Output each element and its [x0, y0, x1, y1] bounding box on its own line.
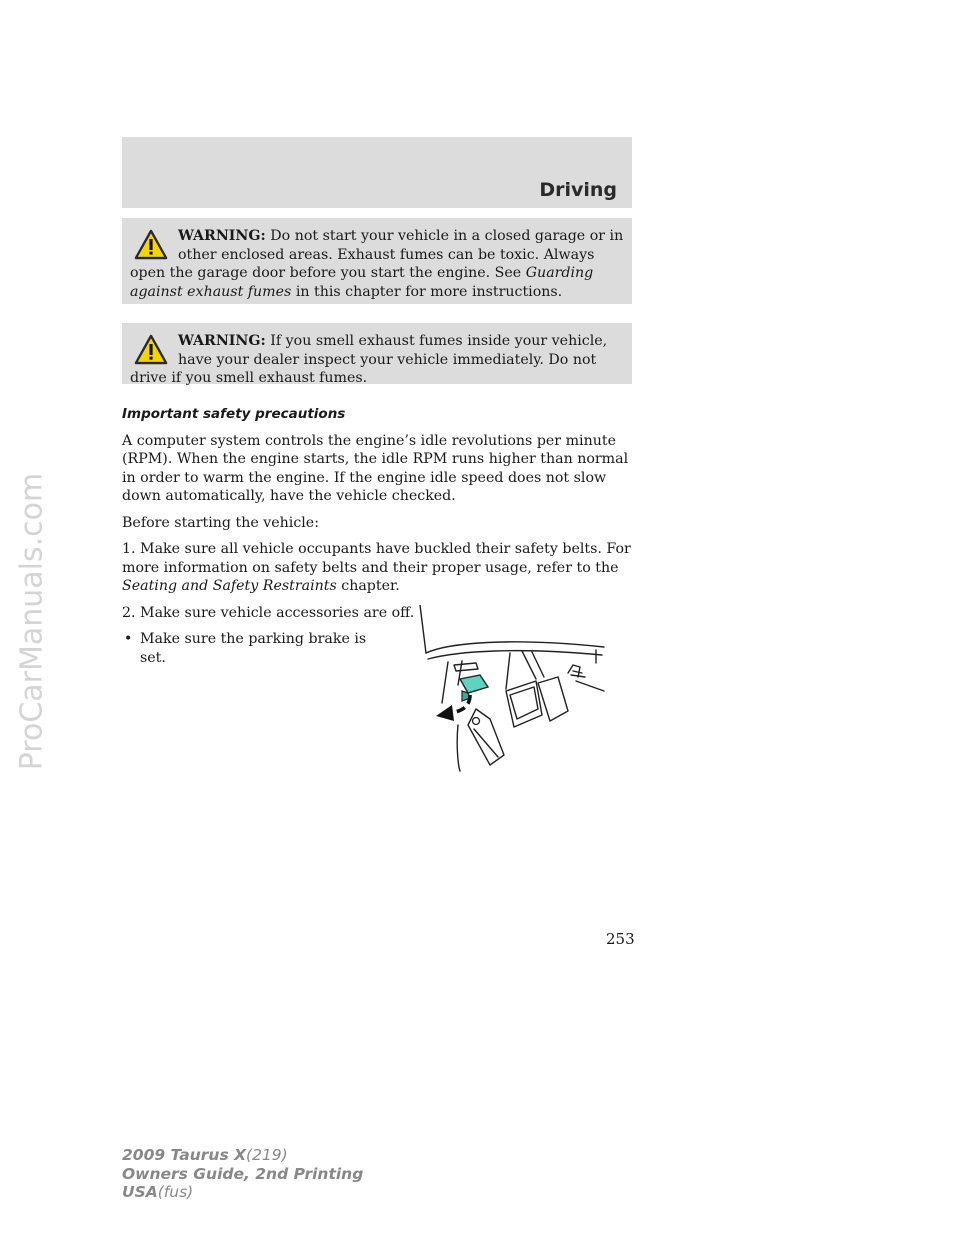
warning-box-fumes: [122, 323, 632, 384]
footer-edition: Owners Guide, 2nd Printing: [122, 1164, 364, 1183]
footer-model: 2009 Taurus X: [122, 1146, 247, 1164]
footer-edition-line: [122, 1165, 363, 1184]
bullet-marker: •: [124, 631, 133, 647]
parking-brake-illustration: [418, 605, 610, 773]
warning-text-continued: in this chapter for more instructions.: [295, 283, 563, 300]
footer-market-line: [122, 1183, 363, 1202]
cross-reference: Guarding against exhaust fumes: [130, 265, 594, 300]
warning-triangle-icon: [134, 334, 168, 366]
list-item: [122, 630, 370, 667]
warning-triangle-icon: [134, 229, 168, 261]
footer-model-code: (219): [246, 1146, 288, 1164]
footer-model-line: [122, 1146, 363, 1165]
warning-label: WARNING:: [178, 228, 266, 244]
warning-text: If you smell exhaust fumes inside your vehicle, have your dealer inspect your vehicle immediately. Do not drive if you smell exhaust fumes.: [130, 333, 608, 386]
bullet-text: Make sure the parking brake is set.: [140, 631, 367, 666]
footer: [122, 1146, 363, 1202]
step-1: [122, 540, 634, 596]
warning-box-garage: [122, 218, 632, 304]
page-title: Driving: [539, 179, 617, 201]
section-header: [122, 137, 632, 208]
cross-reference: Seating and Safety Restraints: [122, 578, 337, 594]
step-1-text: 1. Make sure all vehicle occupants have buckled their safety belts. For more information on safety belts and their proper usage, refer to the: [122, 541, 631, 576]
page-number: 253: [606, 930, 635, 948]
step-2: 2. Make sure vehicle accessories are off.: [122, 604, 415, 621]
warning-label: WARNING:: [178, 333, 266, 349]
section-heading: Important safety precautions: [122, 406, 346, 422]
step-1-after: chapter.: [341, 578, 400, 594]
footer-market: USA: [122, 1183, 158, 1201]
paragraph-idle-rpm: A computer system controls the engine’s idle revolutions per minute (RPM). When the engine starts, the idle RPM runs higher than normal in order to warm the engine. If the engine idle speed does not slow down automatically, have the vehicle checked.: [122, 432, 629, 504]
footer-market-code: (fus): [157, 1183, 194, 1201]
paragraph-before-starting: Before starting the vehicle:: [122, 514, 319, 531]
watermark: [10, 0, 54, 1242]
warning-text: Do not start your vehicle in a closed garage or in other enclosed areas. Exhaust fumes can be toxic. Always open the garage door before you start the engine. See: [130, 228, 624, 281]
watermark-text: ProCarManuals.com: [14, 472, 50, 770]
